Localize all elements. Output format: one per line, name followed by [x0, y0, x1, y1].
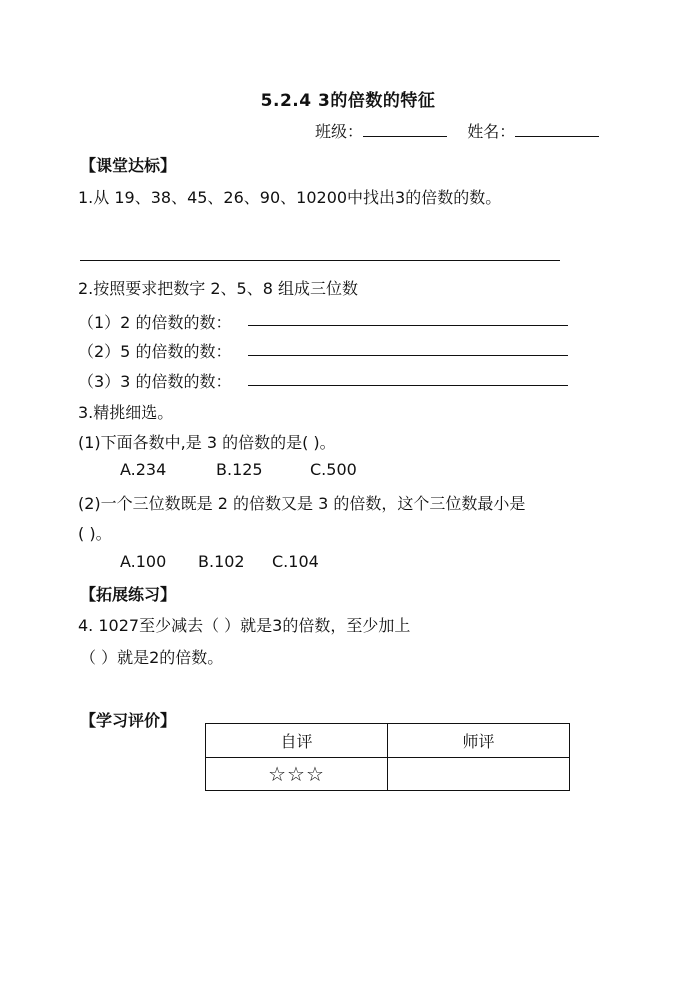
question-1: 1.从 19、38、45、26、90、10200中找出3的倍数的数。 [78, 188, 502, 207]
teacher-evaluation-header: 师评 [388, 724, 570, 758]
name-label: 姓名： [467, 122, 516, 141]
q3-1-option-c[interactable]: C.500 [310, 460, 357, 479]
q2-item-2-answer-line[interactable] [248, 355, 568, 356]
q2-item-1 [78, 310, 231, 333]
q2-item-3-label: （3）3 的倍数的数： [78, 372, 232, 391]
q3-2-option-b[interactable]: B.102 [198, 552, 245, 571]
q3-1-option-a[interactable]: A.234 [120, 460, 167, 479]
evaluation-table [205, 723, 570, 791]
evaluation-header-row [206, 724, 570, 758]
self-evaluation-header: 自评 [206, 724, 388, 758]
q3-1-option-b[interactable]: B.125 [216, 460, 263, 479]
question-3-1: (1)下面各数中,是 3 的倍数的是( )。 [78, 433, 336, 452]
question-3: 3.精挑细选。 [78, 403, 174, 422]
question-4-line-1: 4. 1027至少减去（ ）就是3的倍数，至少加上 [78, 616, 411, 635]
q2-item-3-answer-line[interactable] [248, 385, 568, 386]
q2-item-1-answer-line[interactable] [248, 325, 568, 326]
name-blank[interactable] [515, 136, 599, 137]
evaluation-value-row [206, 758, 570, 791]
q2-item-3 [78, 369, 231, 392]
q2-item-1-label: （1）2 的倍数的数： [78, 313, 232, 332]
q2-item-2 [78, 339, 231, 362]
q2-item-2-label: （2）5 的倍数的数： [78, 342, 232, 361]
q3-2-option-a[interactable]: A.100 [120, 552, 167, 571]
q1-answer-line[interactable] [80, 260, 560, 261]
section-heading-evaluation: 【学习评价】 [80, 711, 177, 730]
question-2: 2.按照要求把数字 2、5、8 组成三位数 [78, 279, 358, 298]
class-blank[interactable] [363, 136, 447, 137]
question-3-2-line-2: ( )。 [78, 524, 112, 543]
question-3-2-line-1: (2)一个三位数既是 2 的倍数又是 3 的倍数，这个三位数最小是 [78, 494, 526, 513]
teacher-rating-cell[interactable] [388, 758, 570, 791]
question-4-line-2: （ ）就是2的倍数。 [80, 648, 224, 667]
section-heading-extension: 【拓展练习】 [80, 585, 177, 604]
q3-2-option-c[interactable]: C.104 [272, 552, 319, 571]
worksheet-title: 5.2.4 3的倍数的特征 [260, 91, 436, 111]
student-info-line [315, 119, 599, 142]
section-heading-classwork: 【课堂达标】 [80, 156, 177, 175]
self-rating-stars[interactable]: ☆☆☆ [206, 758, 388, 791]
class-label: 班级： [315, 122, 364, 141]
